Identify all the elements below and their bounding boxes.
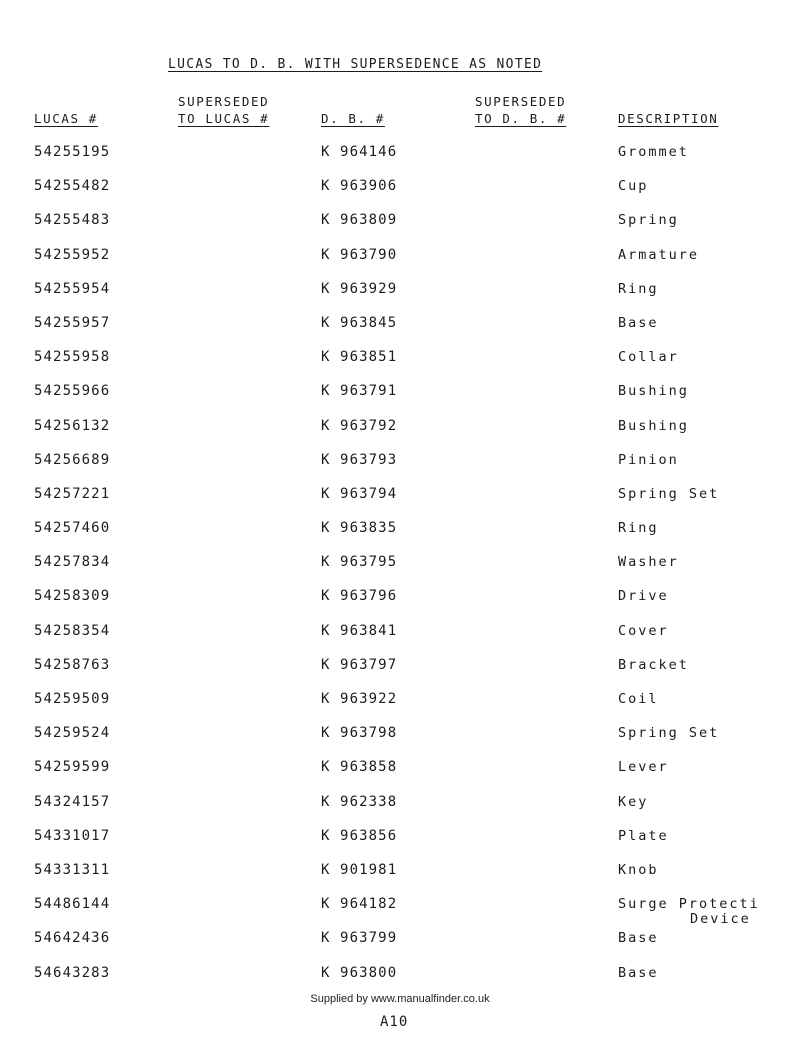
lucas-part-number: 54643283 <box>34 964 111 981</box>
db-part-number: K 963793 <box>321 451 398 468</box>
lucas-part-number: 54331311 <box>34 861 111 878</box>
table-row <box>0 923 800 957</box>
table-row <box>0 205 800 239</box>
db-part-number: K 963790 <box>321 246 398 263</box>
part-description: Cover <box>618 622 669 639</box>
db-part-number: K 963800 <box>321 964 398 981</box>
part-description: Coil <box>618 691 659 707</box>
table-row <box>0 752 800 786</box>
parts-table <box>0 137 800 992</box>
part-description: Bushing <box>618 417 689 434</box>
page-number: A10 <box>380 1014 409 1030</box>
table-row <box>0 616 800 650</box>
db-part-number: K 963797 <box>321 656 398 673</box>
supplier-footer: Supplied by www.manualfinder.co.uk <box>310 993 490 1005</box>
part-description: Washer <box>618 554 679 571</box>
lucas-part-number: 54255952 <box>34 246 111 263</box>
table-row <box>0 411 800 445</box>
part-description: Armature <box>618 246 700 263</box>
part-description: Plate <box>618 827 669 844</box>
db-part-number: K 963906 <box>321 178 398 195</box>
lucas-part-number: 54486144 <box>34 896 111 913</box>
db-part-number: K 964146 <box>321 144 398 160</box>
part-description: Surge Protecti <box>618 896 760 913</box>
part-description: Base <box>618 930 659 947</box>
db-part-number: K 963799 <box>321 930 398 947</box>
table-row <box>0 684 800 718</box>
part-description: Lever <box>618 759 669 776</box>
lucas-part-number: 54255954 <box>34 280 111 297</box>
table-row <box>0 308 800 342</box>
lucas-part-number: 54255195 <box>34 144 111 160</box>
table-row <box>0 650 800 684</box>
part-description: Pinion <box>618 451 679 468</box>
lucas-part-number: 54255957 <box>34 314 111 331</box>
db-part-number: K 901981 <box>321 861 398 878</box>
lucas-part-number: 54258354 <box>34 622 111 639</box>
table-row <box>0 240 800 274</box>
header-superseded-to-db <box>475 93 566 127</box>
table-row <box>0 342 800 376</box>
lucas-part-number: 54256689 <box>34 451 111 468</box>
header-db-label: D. B. # <box>321 111 385 126</box>
lucas-part-number: 54255483 <box>34 212 111 229</box>
part-description: Bushing <box>618 383 689 400</box>
header-db <box>321 110 385 127</box>
part-description: Key <box>618 793 649 810</box>
header-superseded-to-db-line2: TO D. B. # <box>475 111 567 126</box>
table-row <box>0 274 800 308</box>
table-row <box>0 855 800 889</box>
table-row <box>0 889 800 928</box>
part-description: Spring Set <box>618 485 720 502</box>
db-part-number: K 963809 <box>321 212 398 229</box>
header-description-label: DESCRIPTION <box>618 111 719 126</box>
lucas-part-number: 54257221 <box>34 485 111 502</box>
part-description: Bracket <box>618 656 689 673</box>
table-row <box>0 718 800 752</box>
part-description: Grommet <box>618 144 689 160</box>
db-part-number: K 963835 <box>321 520 398 537</box>
part-description: Base <box>618 964 659 981</box>
lucas-part-number: 54259524 <box>34 725 111 742</box>
table-row <box>0 581 800 615</box>
part-description: Cup <box>618 178 649 195</box>
table-row <box>0 479 800 513</box>
db-part-number: K 963791 <box>321 383 398 400</box>
table-row <box>0 547 800 581</box>
table-row <box>0 137 800 171</box>
db-part-number: K 963845 <box>321 314 398 331</box>
lucas-part-number: 54257834 <box>34 554 111 571</box>
header-superseded-to-lucas <box>178 93 269 127</box>
lucas-part-number: 54642436 <box>34 930 111 947</box>
table-row <box>0 445 800 479</box>
table-row <box>0 376 800 410</box>
db-part-number: K 963795 <box>321 554 398 571</box>
table-row <box>0 787 800 821</box>
db-part-number: K 963922 <box>321 691 398 707</box>
db-part-number: K 963798 <box>321 725 398 742</box>
lucas-part-number: 54258763 <box>34 656 111 673</box>
table-row <box>0 958 800 992</box>
part-description: Base <box>618 314 659 331</box>
table-row <box>0 171 800 205</box>
header-superseded-to-db-line1: SUPERSEDED <box>475 94 567 109</box>
db-part-number: K 963794 <box>321 485 398 502</box>
db-part-number: K 963856 <box>321 827 398 844</box>
page-title: LUCAS TO D. B. WITH SUPERSEDENCE AS NOTED <box>168 57 543 72</box>
header-lucas-label: LUCAS # <box>34 111 98 126</box>
header-superseded-to-lucas-line2: TO LUCAS # <box>178 111 270 126</box>
lucas-part-number: 54331017 <box>34 827 111 844</box>
lucas-part-number: 54256132 <box>34 417 111 434</box>
db-part-number: K 963858 <box>321 759 398 776</box>
lucas-part-number: 54258309 <box>34 588 111 605</box>
part-description: Ring <box>618 520 659 537</box>
lucas-part-number: 54255958 <box>34 349 111 366</box>
part-description: Ring <box>618 280 659 297</box>
part-description: Drive <box>618 588 669 605</box>
lucas-part-number: 54259599 <box>34 759 111 776</box>
db-part-number: K 963851 <box>321 349 398 366</box>
db-part-number: K 963796 <box>321 588 398 605</box>
table-row <box>0 513 800 547</box>
db-part-number: K 963841 <box>321 622 398 639</box>
part-description: Spring Set <box>618 725 720 742</box>
db-part-number: K 963792 <box>321 417 398 434</box>
part-description-continued: Device <box>690 911 751 928</box>
header-superseded-to-lucas-line1: SUPERSEDED <box>178 94 270 109</box>
header-lucas <box>34 110 98 127</box>
db-part-number: K 962338 <box>321 793 398 810</box>
part-description: Spring <box>618 212 679 229</box>
table-row <box>0 821 800 855</box>
db-part-number: K 963929 <box>321 280 398 297</box>
lucas-part-number: 54257460 <box>34 520 111 537</box>
db-part-number: K 964182 <box>321 896 398 913</box>
lucas-part-number: 54259509 <box>34 691 111 707</box>
header-description <box>618 110 718 127</box>
lucas-part-number: 54255966 <box>34 383 111 400</box>
part-description: Knob <box>618 861 659 878</box>
lucas-part-number: 54324157 <box>34 793 111 810</box>
part-description: Collar <box>618 349 679 366</box>
lucas-part-number: 54255482 <box>34 178 111 195</box>
